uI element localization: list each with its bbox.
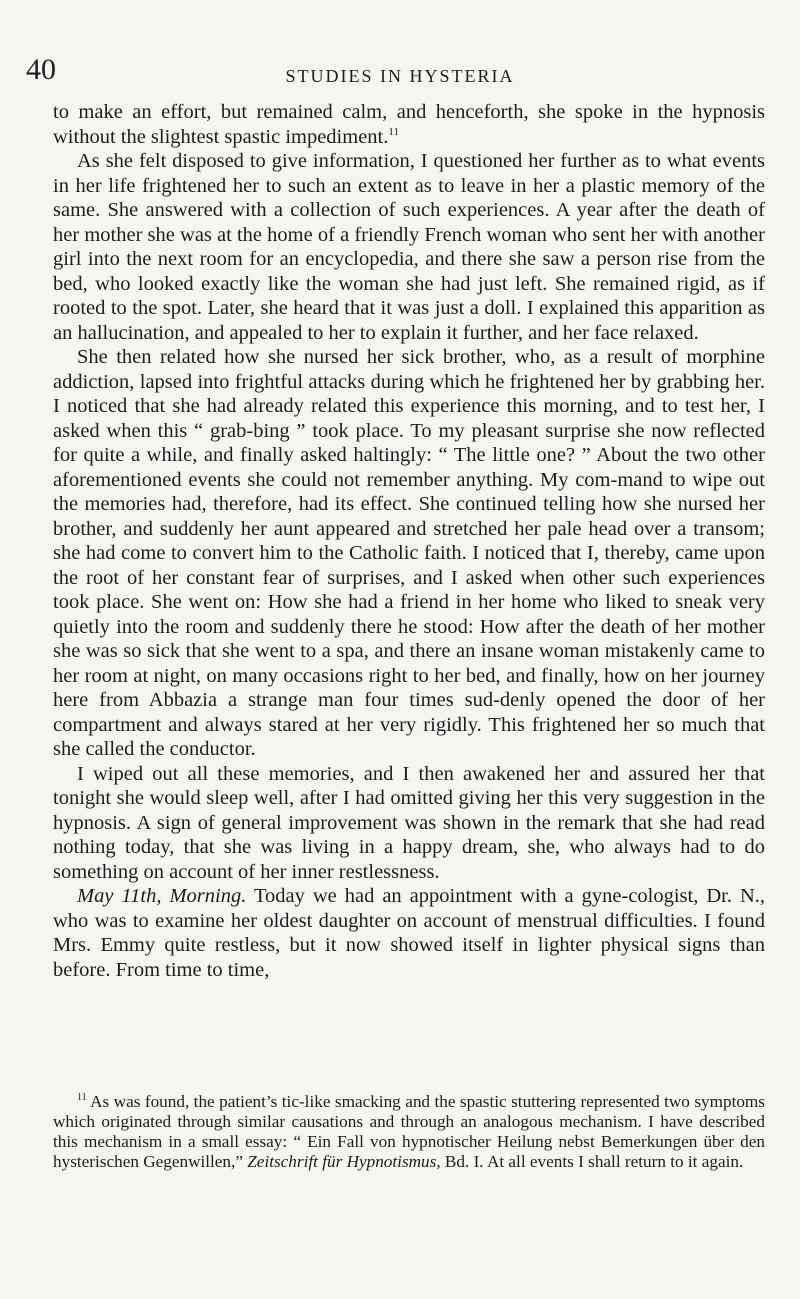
date-heading: May 11th, Morning. [77,885,247,907]
paragraph: She then related how she nursed her sick brother, who, as a result of morphine addiction, lapsed into frightful attacks during which he frightened her by grabbing her. I noticed that she had already related this experience this morning, and to test her, I asked when this “ grab-bing ” took place. To my pleasant surprise she now reflected for quite a while, and finally asked haltingly: “ The little one? ” About the two other aforementioned events she could not remember anything. My com-mand to wipe out the memories had, therefore, had its effect. She continued telling how she nursed her brother, and suddenly her aunt appeared and stretched her pale head over a transom; she had come to convert him to the Catholic faith. I noticed that I, thereby, came upon the root of her constant fear of surprises, and I asked when other such experiences took place. She went on: How she had a friend in her home who liked to sneak very quietly into the room and suddenly there he stood: How after the death of her mother she was so sick that she went to a spa, and there an insane woman mistakenly came to her room at night, on many occasions right to her bed, and finally, how on her journey here from Abbazia a strange man four times sud-denly opened the door of her compartment and always stared at her very rigidly. This frightened her so much that she called the conductor. [53,346,765,760]
paragraph: May 11th, Morning. Today we had an appointment with a gyne-cologist, Dr. N., who was to examine her oldest daughter on account of menstrual difficulties. I found Mrs. Emmy quite restless, but it now showed itself in lighter physical signs than before. From time to time, [53,885,765,981]
footnote-reference: 11 [388,125,399,138]
footnote: $^{11}$ As was found, the patient’s tic-like smacking and the spastic stuttering represented two symptoms which originated through similar causations and through an analogous mechanism. I have described this mechanism in a small essay: “ Ein Fall von hypnotischer Heilung nebst Bemerkungen über den hysterischen Gegenwillen,” Zeitschrift für Hypnotismus, Bd. I. At all events I shall return to it again. [53,1092,765,1171]
footnote-number: 11 [77,1092,87,1103]
paragraph: As she felt disposed to give information, I questioned her further as to what events in her life frightened her to such an extent as to leave in her a plastic memory of the same. She answered with a collection of such experiences. A year after the death of her mother she was at the home of a friendly French woman who sent her with another girl into the next room for an encyclopedia, and there she saw a person rise from the bed, who looked exactly like the woman she had just left. She remained rigid, as if rooted to the spot. Later, she heard that it was just a doll. I explained this apparition as an hallucination, and appealed to her to explain it further, and her face relaxed. [53,150,765,344]
running-head: STUDIES IN HYSTERIA [285,66,515,86]
footnotes [53,1092,765,1172]
paragraph: I wiped out all these memories, and I then awakened her and assured her that tonight she would sleep well, after I had omitted giving her this very suggestion in the hypnosis. A sign of general improvement was shown in the remark that she had read nothing today, that she was living in a happy dream, she, who always had to do something on account of her inner restlessness. [53,762,765,883]
paragraph: to make an effort, but remained calm, and henceforth, she spoke in the hypnosis without the slightest spastic impediment.$^{11}$ [53,101,765,148]
journal-title: Zeitschrift für Hypnotismus, [247,1152,441,1171]
body-text [53,100,765,982]
page-number: 40 [26,53,56,86]
